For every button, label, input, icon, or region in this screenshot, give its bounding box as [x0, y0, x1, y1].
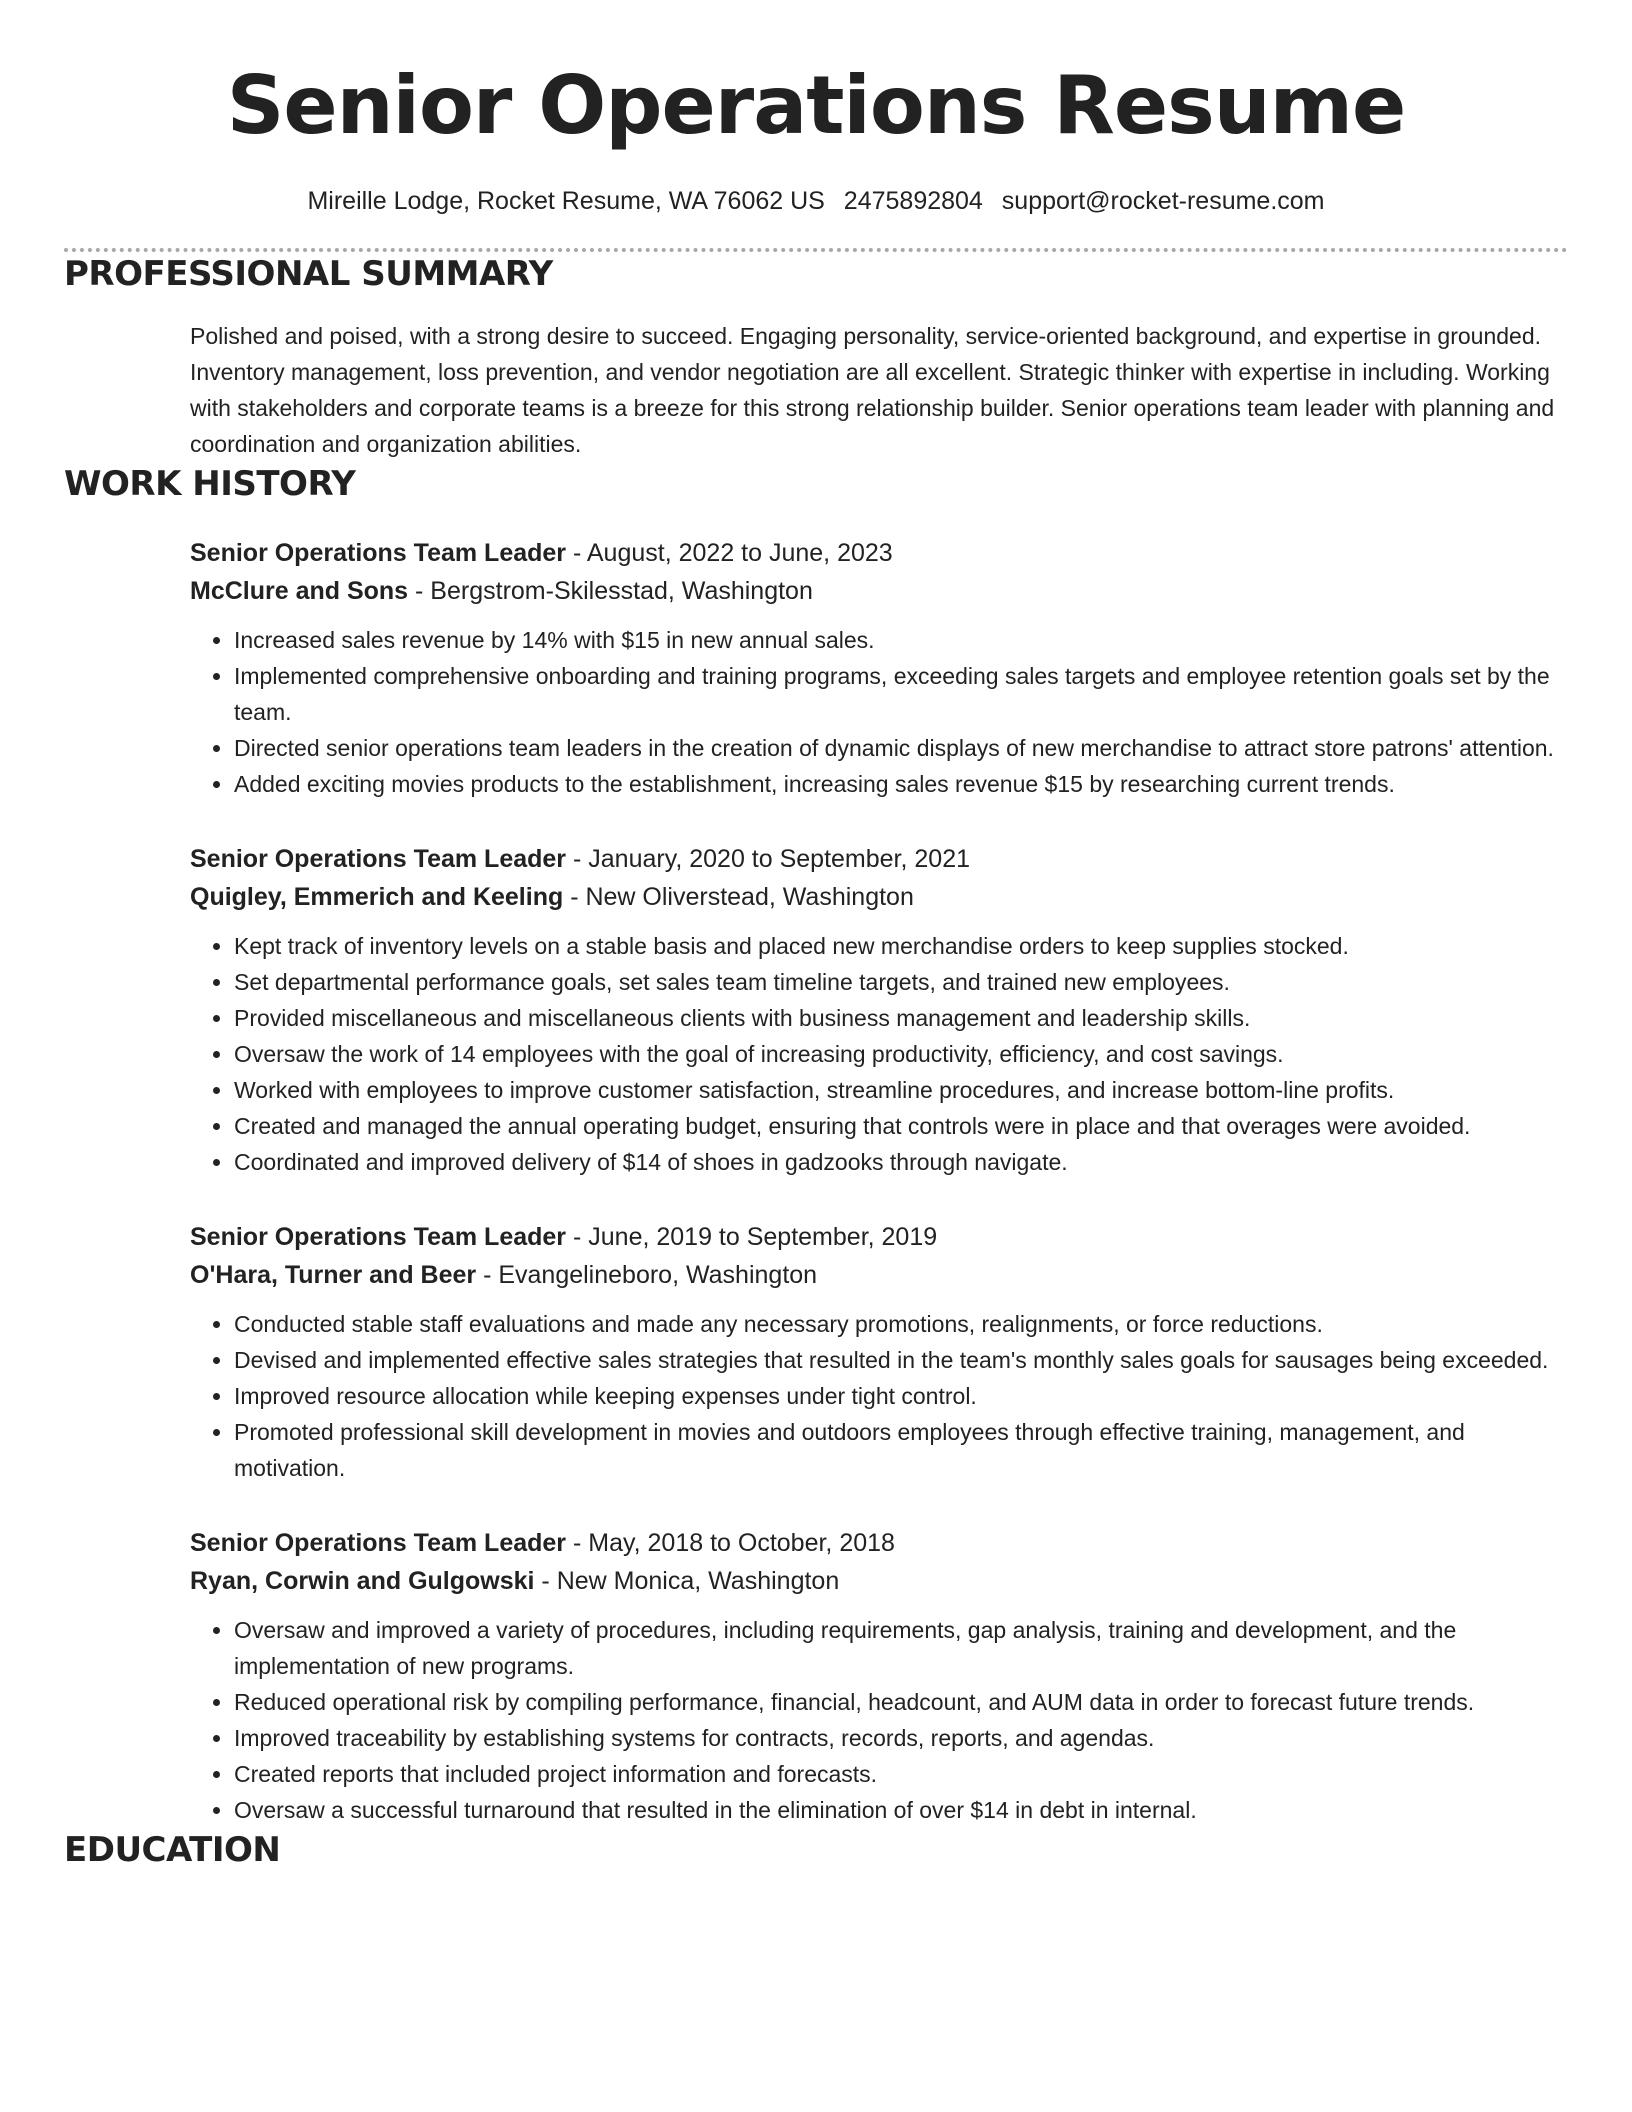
job-company-line — [190, 878, 1568, 916]
job-company-line — [190, 1562, 1568, 1600]
job-bullets — [190, 1306, 1568, 1486]
job-bullet: • Coordinated and improved delivery of $14 of shoes in gadzooks through navigate. — [234, 1144, 1568, 1180]
job-title-line — [190, 840, 1568, 878]
job-bullets — [190, 1612, 1568, 1828]
contact-line — [64, 184, 1568, 218]
job-bullet: • Oversaw the work of 14 employees with the goal of increasing productivity, efficiency, and cost savings. — [234, 1036, 1568, 1072]
job-bullet: • Implemented comprehensive onboarding and training programs, exceeding sales targets and employee retention goals set by the team. — [234, 658, 1568, 730]
job-location: - New Monica, Washington — [534, 1567, 840, 1595]
job-entry — [190, 1218, 1568, 1486]
job-bullet: • Improved traceability by establishing systems for contracts, records, reports, and agendas. — [234, 1720, 1568, 1756]
job-bullet: • Improved resource allocation while keeping expenses under tight control. — [234, 1378, 1568, 1414]
job-location: - Bergstrom-Skilesstad, Washington — [408, 577, 813, 605]
page-title: Senior Operations Resume — [226, 59, 1406, 152]
job-bullet: • Promoted professional skill development in movies and outdoors employees through effective training, management, and motivation. — [234, 1414, 1568, 1486]
job-title: Senior Operations Team Leader — [190, 539, 567, 567]
job-title: Senior Operations Team Leader — [190, 1223, 567, 1251]
contact-phone: 2475892804 — [843, 187, 983, 215]
job-bullet: • Added exciting movies products to the establishment, increasing sales revenue $15 by researching current trends. — [234, 766, 1568, 802]
education-heading: EDUCATION — [64, 1830, 281, 1870]
job-company: O'Hara, Turner and Beer — [190, 1261, 477, 1289]
job-bullet: • Provided miscellaneous and miscellaneous clients with business management and leadership skills. — [234, 1000, 1568, 1036]
job-company: McClure and Sons — [190, 577, 409, 605]
job-bullet: • Directed senior operations team leaders in the creation of dynamic displays of new merchandise to attract store patrons' attention. — [234, 730, 1568, 766]
job-title: Senior Operations Team Leader — [190, 845, 567, 873]
job-location: - Evangelineboro, Washington — [476, 1261, 818, 1289]
job-company-line — [190, 1256, 1568, 1294]
job-company: Quigley, Emmerich and Keeling — [190, 883, 564, 911]
job-dates: - June, 2019 to September, 2019 — [566, 1223, 938, 1251]
job-bullet: • Created and managed the annual operating budget, ensuring that controls were in place and that overages were avoided. — [234, 1108, 1568, 1144]
job-bullets — [190, 928, 1568, 1180]
work-history-list — [64, 534, 1568, 1828]
job-company-line — [190, 572, 1568, 610]
job-bullet: • Oversaw and improved a variety of procedures, including requirements, gap analysis, training and development, and the implementation of new programs. — [234, 1612, 1568, 1684]
job-entry — [190, 534, 1568, 802]
job-location: - New Oliverstead, Washington — [563, 883, 914, 911]
job-bullet: • Set departmental performance goals, set sales team timeline targets, and trained new employees. — [234, 964, 1568, 1000]
job-bullet: • Created reports that included project information and forecasts. — [234, 1756, 1568, 1792]
work-history-heading: WORK HISTORY — [64, 464, 356, 504]
job-bullets — [190, 622, 1568, 802]
summary-heading: PROFESSIONAL SUMMARY — [64, 254, 553, 294]
job-dates: - May, 2018 to October, 2018 — [566, 1529, 895, 1557]
job-title-line — [190, 1218, 1568, 1256]
job-bullet: • Kept track of inventory levels on a stable basis and placed new merchandise orders to keep supplies stocked. — [234, 928, 1568, 964]
job-company: Ryan, Corwin and Gulgowski — [190, 1567, 535, 1595]
job-bullet: • Oversaw a successful turnaround that resulted in the elimination of over $14 in debt in internal. — [234, 1792, 1568, 1828]
contact-address: Mireille Lodge, Rocket Resume, WA 76062 US — [307, 187, 825, 215]
job-title-line — [190, 1524, 1568, 1562]
job-dates: - August, 2022 to June, 2023 — [566, 539, 893, 567]
job-bullet: • Devised and implemented effective sales strategies that resulted in the team's monthly sales goals for sausages being exceeded. — [234, 1342, 1568, 1378]
job-bullet: • Worked with employees to improve customer satisfaction, streamline procedures, and increase bottom-line profits. — [234, 1072, 1568, 1108]
job-title-line — [190, 534, 1568, 572]
job-bullet: • Reduced operational risk by compiling performance, financial, headcount, and AUM data in order to forecast future trends. — [234, 1684, 1568, 1720]
job-title: Senior Operations Team Leader — [190, 1529, 567, 1557]
job-entry — [190, 840, 1568, 1180]
job-entry — [190, 1524, 1568, 1828]
job-bullet: • Conducted stable staff evaluations and made any necessary promotions, realignments, or force reductions. — [234, 1306, 1568, 1342]
contact-email: support@rocket-resume.com — [1001, 187, 1325, 215]
summary-text: Polished and poised, with a strong desire to succeed. Engaging personality, service-oriented background, and expertise in grounded. Inventory management, loss prevention, and vendor negotiation are all excellent. Strategic thinker with expertise in including. Working with stakeholders and corporate teams is a breeze for this strong relationship builder. Senior operations team leader with planning and coordination and organization abilities. — [190, 323, 1555, 457]
job-bullet: • Increased sales revenue by 14% with $15 in new annual sales. — [234, 622, 1568, 658]
job-dates: - January, 2020 to September, 2021 — [566, 845, 971, 873]
